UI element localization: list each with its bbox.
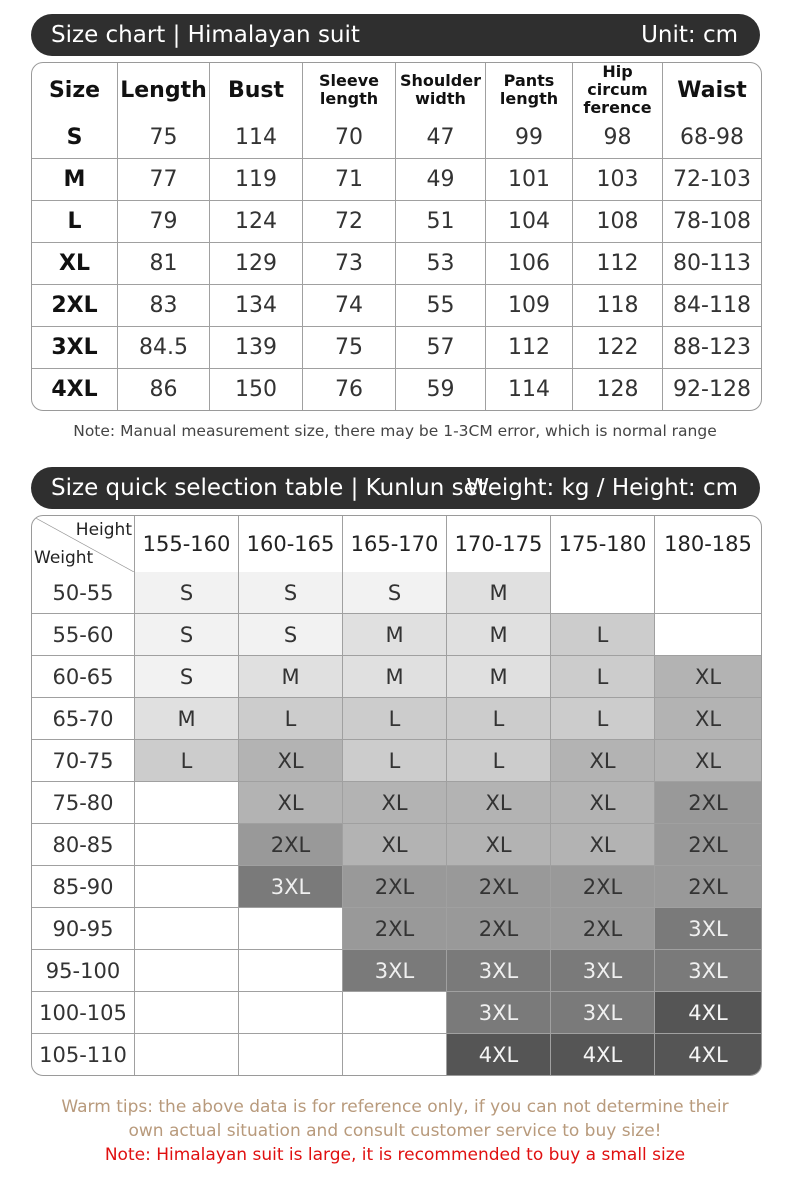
size-chart-row xyxy=(32,159,761,201)
recommended-size-cell: L xyxy=(343,698,447,740)
recommended-size-cell: L xyxy=(343,740,447,782)
recommended-size-cell: S xyxy=(239,614,343,656)
measurement-cell: 114 xyxy=(210,117,303,159)
recommended-size-cell: 4XL xyxy=(447,1034,551,1075)
measurement-cell: 98 xyxy=(573,117,663,159)
size-chart-unit: Unit: cm xyxy=(641,22,738,48)
measurement-cell: 47 xyxy=(396,117,486,159)
measurement-cell: 108 xyxy=(573,201,663,243)
weight-range-cell: 95-100 xyxy=(32,950,135,992)
recommended-size-cell: M xyxy=(343,614,447,656)
corner-cell xyxy=(32,516,135,572)
size-chart-header-cell: Waist xyxy=(677,77,747,103)
recommended-size-cell: 2XL xyxy=(551,908,655,950)
measurement-cell: 124 xyxy=(210,201,303,243)
recommended-size-cell: L xyxy=(447,740,551,782)
recommended-size-cell xyxy=(135,782,239,824)
recommended-size-cell: S xyxy=(135,614,239,656)
measurement-cell: 84-118 xyxy=(663,285,761,327)
weight-row xyxy=(32,614,761,656)
measurement-cell: 57 xyxy=(396,327,486,369)
recommended-size-cell: 3XL xyxy=(239,866,343,908)
measurement-cell: 80-113 xyxy=(663,243,761,285)
recommended-size-cell xyxy=(135,992,239,1034)
size-chart-row xyxy=(32,369,761,410)
recommended-size-cell: 3XL xyxy=(447,992,551,1034)
measurement-cell: 119 xyxy=(210,159,303,201)
size-chart-row xyxy=(32,285,761,327)
measurement-cell: 86 xyxy=(118,369,210,410)
recommended-size-cell: S xyxy=(135,572,239,614)
recommended-size-cell xyxy=(239,992,343,1034)
measurement-cell: 134 xyxy=(210,285,303,327)
recommended-size-cell xyxy=(343,1034,447,1075)
recommended-size-cell: M xyxy=(447,572,551,614)
recommended-size-cell: L xyxy=(551,614,655,656)
corner-height-label: Height xyxy=(75,520,132,540)
recommended-size-cell: L xyxy=(135,740,239,782)
corner-weight-label: Weight xyxy=(34,548,94,568)
size-label-cell: XL xyxy=(32,243,118,285)
recommended-size-cell: XL xyxy=(239,740,343,782)
measurement-cell: 139 xyxy=(210,327,303,369)
size-chart-header-cell: Sleeve length xyxy=(303,63,396,117)
recommended-size-cell: 2XL xyxy=(343,908,447,950)
measurement-cell: 129 xyxy=(210,243,303,285)
size-chart-header-cell: Hip circum ference xyxy=(573,63,663,117)
measurement-cell: 76 xyxy=(303,369,396,410)
recommended-size-cell: 2XL xyxy=(447,908,551,950)
recommended-size-cell xyxy=(655,614,761,656)
measurement-cell: 114 xyxy=(486,369,573,410)
weight-row xyxy=(32,656,761,698)
weight-range-cell: 90-95 xyxy=(32,908,135,950)
recommended-size-cell: XL xyxy=(447,824,551,866)
recommended-size-cell: XL xyxy=(343,824,447,866)
measurement-cell: 118 xyxy=(573,285,663,327)
recommended-size-cell: L xyxy=(239,698,343,740)
measurement-cell: 72 xyxy=(303,201,396,243)
recommended-size-cell xyxy=(343,992,447,1034)
size-chart-row xyxy=(32,117,761,159)
recommended-size-cell: L xyxy=(551,656,655,698)
weight-range-cell: 60-65 xyxy=(32,656,135,698)
measurement-cell: 68-98 xyxy=(663,117,761,159)
recommended-size-cell: 4XL xyxy=(551,1034,655,1075)
height-range-header: 170-175 xyxy=(447,516,551,572)
size-chart-title: Size chart | Himalayan suit xyxy=(51,22,360,48)
measurement-cell: 112 xyxy=(486,327,573,369)
measurement-cell: 53 xyxy=(396,243,486,285)
size-warning: Note: Himalayan suit is large, it is recommended to buy a small size xyxy=(104,1145,686,1165)
measurement-cell: 128 xyxy=(573,369,663,410)
recommended-size-cell: M xyxy=(239,656,343,698)
warm-tips-line-2: own actual situation and consult customer service to buy size! xyxy=(128,1121,662,1141)
measurement-cell: 74 xyxy=(303,285,396,327)
recommended-size-cell: S xyxy=(135,656,239,698)
height-range-header: 165-170 xyxy=(343,516,447,572)
recommended-size-cell xyxy=(135,1034,239,1075)
measurement-cell: 73 xyxy=(303,243,396,285)
quick-selection-unit: Weight: kg / Height: cm xyxy=(466,475,738,501)
recommended-size-cell: 3XL xyxy=(655,908,761,950)
recommended-size-cell xyxy=(551,572,655,614)
measurement-cell: 49 xyxy=(396,159,486,201)
recommended-size-cell: XL xyxy=(551,824,655,866)
measurement-cell: 104 xyxy=(486,201,573,243)
recommended-size-cell: 2XL xyxy=(655,782,761,824)
recommended-size-cell: 2XL xyxy=(239,824,343,866)
measurement-cell: 79 xyxy=(118,201,210,243)
size-chart-header-cell: Shoulder width xyxy=(396,63,486,117)
recommended-size-cell xyxy=(239,1034,343,1075)
weight-range-cell: 50-55 xyxy=(32,572,135,614)
measurement-cell: 70 xyxy=(303,117,396,159)
recommended-size-cell: 3XL xyxy=(551,992,655,1034)
recommended-size-cell: M xyxy=(447,614,551,656)
height-range-header: 160-165 xyxy=(239,516,343,572)
measurement-cell: 112 xyxy=(573,243,663,285)
recommended-size-cell: XL xyxy=(447,782,551,824)
measurement-cell: 75 xyxy=(118,117,210,159)
measurement-cell: 106 xyxy=(486,243,573,285)
recommended-size-cell xyxy=(655,572,761,614)
size-chart-header-row xyxy=(32,63,761,117)
weight-range-cell: 80-85 xyxy=(32,824,135,866)
recommended-size-cell: S xyxy=(239,572,343,614)
recommended-size-cell xyxy=(239,950,343,992)
measurement-cell: 55 xyxy=(396,285,486,327)
measurement-cell: 92-128 xyxy=(673,377,751,402)
size-chart-header-cell: Size xyxy=(32,63,118,117)
weight-range-cell: 85-90 xyxy=(32,866,135,908)
recommended-size-cell: 2XL xyxy=(343,866,447,908)
tips-block xyxy=(0,1095,790,1167)
recommended-size-cell: 2XL xyxy=(447,866,551,908)
measurement-cell: 59 xyxy=(396,369,486,410)
size-label-cell: 4XL xyxy=(32,369,118,410)
measurement-cell: 78-108 xyxy=(663,201,761,243)
size-chart-header-cell: Length xyxy=(118,63,210,117)
weight-row xyxy=(32,572,761,614)
recommended-size-cell: 4XL xyxy=(655,992,761,1034)
recommended-size-cell: 3XL xyxy=(655,950,761,992)
size-label-cell: S xyxy=(32,117,118,159)
recommended-size-cell: M xyxy=(343,656,447,698)
measurement-cell: 51 xyxy=(396,201,486,243)
recommended-size-cell: 2XL xyxy=(655,824,761,866)
height-range-header: 180-185 xyxy=(664,532,752,556)
weight-row xyxy=(32,908,761,950)
recommended-size-cell: 4XL xyxy=(655,1034,761,1075)
size-chart-row xyxy=(32,201,761,243)
weight-range-cell: 70-75 xyxy=(32,740,135,782)
height-range-header: 175-180 xyxy=(551,516,655,572)
measurement-cell: 77 xyxy=(118,159,210,201)
weight-row xyxy=(32,740,761,782)
quick-selection-header-row xyxy=(32,516,761,572)
size-label-cell: 2XL xyxy=(32,285,118,327)
recommended-size-cell: 2XL xyxy=(551,866,655,908)
weight-row xyxy=(32,866,761,908)
recommended-size-cell xyxy=(135,908,239,950)
recommended-size-cell: XL xyxy=(655,740,761,782)
weight-row xyxy=(32,950,761,992)
size-label-cell: L xyxy=(32,201,118,243)
measurement-cell: 83 xyxy=(118,285,210,327)
recommended-size-cell xyxy=(135,950,239,992)
measurement-cell: 84.5 xyxy=(118,327,210,369)
measurement-note: Note: Manual measurement size, there may be 1-3CM error, which is normal range xyxy=(73,422,717,440)
weight-row xyxy=(32,1034,761,1075)
recommended-size-cell: XL xyxy=(343,782,447,824)
recommended-size-cell xyxy=(135,866,239,908)
measurement-cell: 71 xyxy=(303,159,396,201)
measurement-cell: 88-123 xyxy=(663,327,761,369)
measurement-cell: 72-103 xyxy=(663,159,761,201)
size-chart-header-cell: Bust xyxy=(210,63,303,117)
measurement-cell: 75 xyxy=(303,327,396,369)
weight-row xyxy=(32,992,761,1034)
size-label-cell: 3XL xyxy=(32,327,118,369)
quick-selection-table xyxy=(31,515,762,1076)
measurement-cell: 81 xyxy=(118,243,210,285)
size-chart-row xyxy=(32,243,761,285)
weight-row xyxy=(32,698,761,740)
recommended-size-cell: 3XL xyxy=(447,950,551,992)
recommended-size-cell: L xyxy=(447,698,551,740)
recommended-size-cell: XL xyxy=(655,656,761,698)
recommended-size-cell: M xyxy=(135,698,239,740)
measurement-cell: 150 xyxy=(210,369,303,410)
quick-selection-banner xyxy=(31,467,760,509)
recommended-size-cell: 3XL xyxy=(551,950,655,992)
size-chart-banner xyxy=(31,14,760,56)
measurement-cell: 122 xyxy=(573,327,663,369)
weight-range-cell: 105-110 xyxy=(32,1034,135,1075)
recommended-size-cell: M xyxy=(447,656,551,698)
weight-row xyxy=(32,824,761,866)
weight-range-cell: 75-80 xyxy=(32,782,135,824)
size-chart-header-cell: Pants length xyxy=(486,63,573,117)
weight-range-cell: 100-105 xyxy=(32,992,135,1034)
measurement-cell: 99 xyxy=(486,117,573,159)
recommended-size-cell: XL xyxy=(551,782,655,824)
recommended-size-cell: 2XL xyxy=(655,866,761,908)
recommended-size-cell: S xyxy=(343,572,447,614)
size-chart-table xyxy=(31,62,762,411)
recommended-size-cell: XL xyxy=(655,698,761,740)
recommended-size-cell: L xyxy=(551,698,655,740)
measurement-cell: 109 xyxy=(486,285,573,327)
recommended-size-cell: XL xyxy=(239,782,343,824)
measurement-cell: 101 xyxy=(486,159,573,201)
weight-row xyxy=(32,782,761,824)
quick-selection-title: Size quick selection table | Kunlun set xyxy=(51,475,487,501)
warm-tips-line-1: Warm tips: the above data is for reference only, if you can not determine their xyxy=(61,1097,729,1117)
recommended-size-cell xyxy=(239,908,343,950)
recommended-size-cell: 3XL xyxy=(343,950,447,992)
recommended-size-cell xyxy=(135,824,239,866)
weight-range-cell: 65-70 xyxy=(32,698,135,740)
size-label-cell: M xyxy=(32,159,118,201)
size-chart-row xyxy=(32,327,761,369)
height-range-header: 155-160 xyxy=(135,516,239,572)
weight-range-cell: 55-60 xyxy=(32,614,135,656)
recommended-size-cell: XL xyxy=(551,740,655,782)
measurement-cell: 103 xyxy=(573,159,663,201)
